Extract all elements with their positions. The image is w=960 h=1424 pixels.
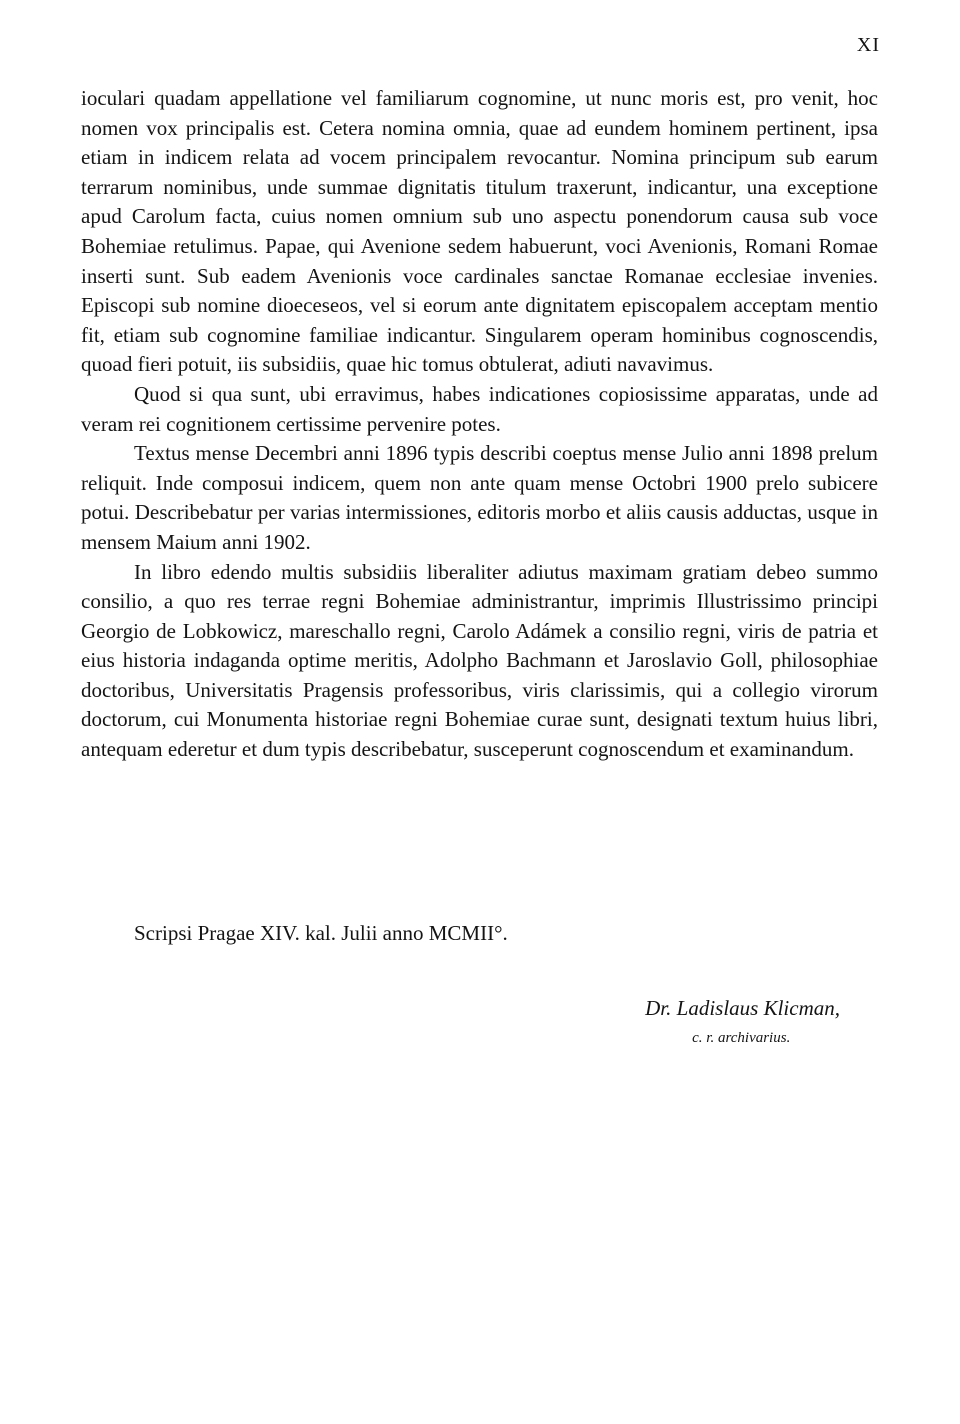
paragraph-3: Textus mense Decembri anni 1896 typis describi coeptus mense Julio anni 1898 prelum reliquit. Inde composui indicem, quem non ante quam mense Octobri 1900 prelo subicere potui. Describebatur per varias intermissiones, editoris morbo et aliis causis adductas, usque in mensem Maium anni 1902. <box>81 441 878 554</box>
signature-title: c. r. archivarius. <box>692 1030 791 1046</box>
signature-block <box>645 993 840 1049</box>
closing-line: Scripsi Pragae XIV. kal. Julii anno MCMII°. <box>134 921 508 945</box>
body-text <box>81 84 878 765</box>
page-number: XI <box>856 34 880 56</box>
paragraph-4: In libro edendo multis subsidiis liberaliter adiutus maximam gratiam debeo summo consilio, a quo res terrae regni Bohemiae administrantur, imprimis Illustrissimo principi Georgio de Lobkowicz, mareschallo regni, Carolo Adámek a consilio regni, viris de patria et eius historia indaganda optime meritis, Adolpho Bachmann et Jaroslavio Goll, philosophiae doctoribus, Universitatis Pragensis professoribus, viris clarissimis, qui a collegio virorum doctorum, cui Monumenta historiae regni Bohemiae curae sunt, designati textum huius libri, antequam ederetur et dum typis describebatur, susceperunt cognoscendum et examinandum. <box>81 559 878 762</box>
paragraph-1: ioculari quadam appellatione vel familiarum cognomine, ut nunc moris est, pro venit, hoc nomen vox principalis est. Cetera nomina omnia, quae ad eundem hominem pertinent, ipsa etiam in indicem relata ad vocem principalem revocantur. Nomina principum sub earum terrarum nominibus, unde summae dignitatis titulum traxerunt, indicantur, una exceptione apud Carolum facta, cuius nomen omnium sub uno aspectu ponendorum causa sub voce Bohemiae retulimus. Papae, qui Avenione sedem habuerunt, voci Avenionis, Romani Romae inserti sunt. Sub eadem Avenionis voce cardinales sanctae Romanae ecclesiae invenies. Episcopi sub nomine dioeceseos, vel si eorum ante dignitatem episcopalem acceptam mentio fit, etiam sub cognomine familiae indicantur. Singularem operam hominibus cognoscendis, quoad fieri potuit, iis subsidiis, quae hic tomus obtulerat, adiuti navavimus. <box>81 86 878 377</box>
paragraph-2: Quod si qua sunt, ubi erravimus, habes indicationes copiosissime apparatas, unde ad veram rei cognitionem certissime pervenire potes. <box>81 381 878 436</box>
signature-name: Dr. Ladislaus Klicman, <box>645 996 840 1020</box>
